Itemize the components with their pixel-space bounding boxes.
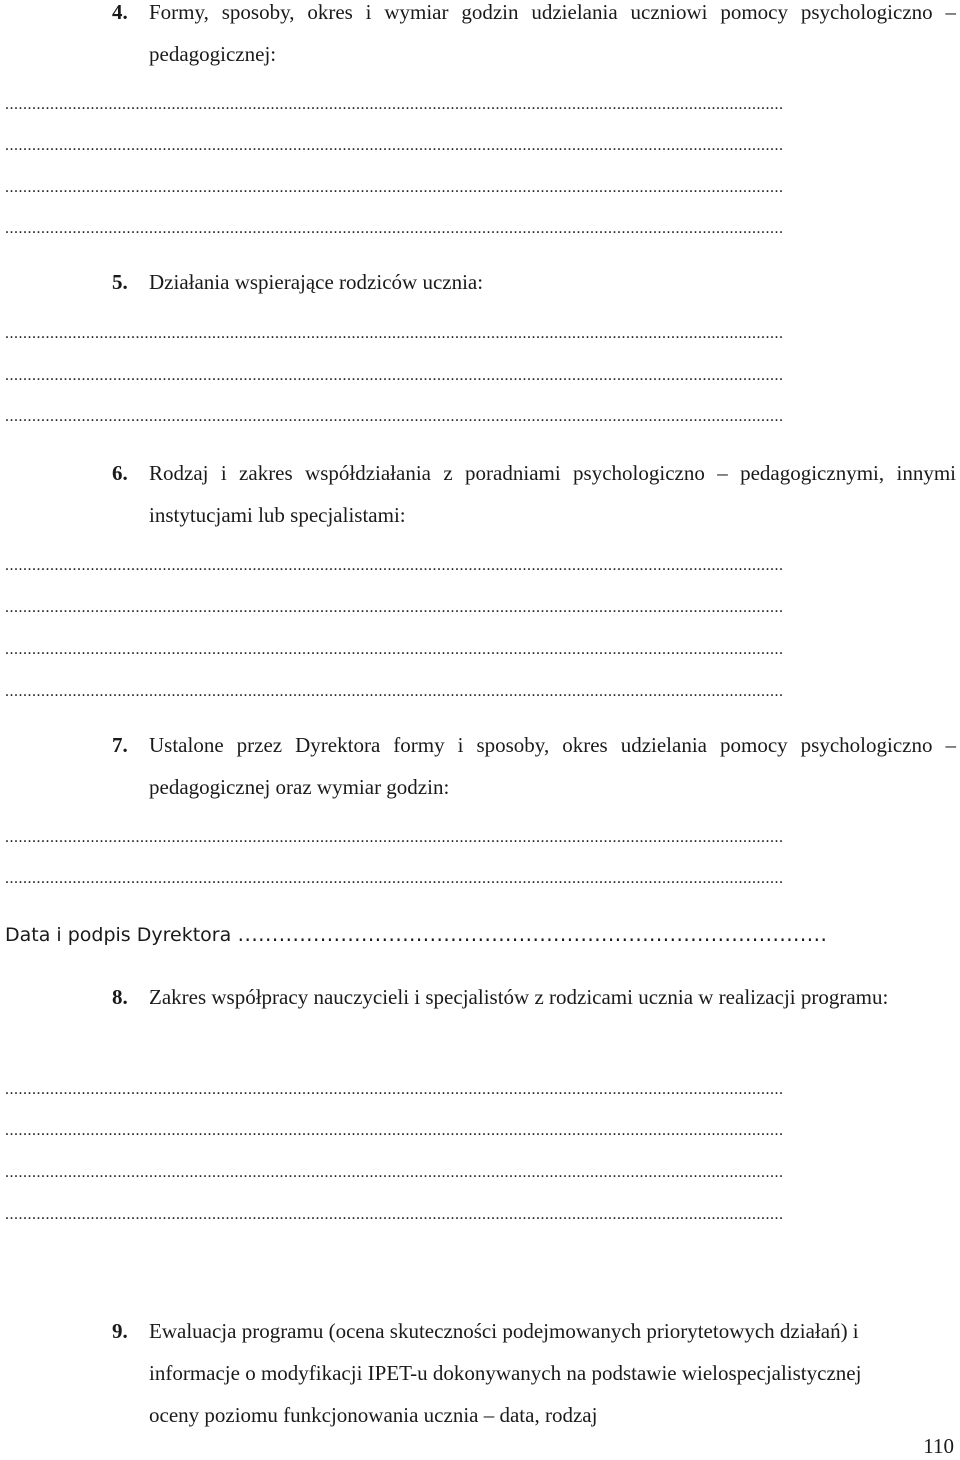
section-7-heading bbox=[112, 724, 956, 808]
fill-line[interactable]: ............................................................................................................................................................................. bbox=[5, 1081, 784, 1098]
fill-line[interactable]: ............................................................................................................................................................................. bbox=[5, 220, 784, 237]
section-text: Zakres współpracy nauczycieli i specjalistów z rodzicami ucznia w realizacji programu: bbox=[149, 985, 889, 1009]
fill-line[interactable]: ............................................................................................................................................................................. bbox=[5, 557, 784, 574]
section-text: Rodzaj i zakres współdziałania z poradniami psychologiczno – pedagogicznymi, innymi instytucjami lub specjalistami: bbox=[149, 461, 956, 527]
fill-line[interactable]: ............................................................................................................................................................................. bbox=[5, 829, 784, 846]
section-9-heading bbox=[112, 1310, 872, 1436]
section-8-heading bbox=[112, 976, 956, 1018]
section-text: Formy, sposoby, okres i wymiar godzin udzielania uczniowi pomocy psychologiczno – pedagogicznej: bbox=[149, 0, 956, 66]
section-text: Ustalone przez Dyrektora formy i sposoby, okres udzielania pomocy psychologiczno – pedagogicznej oraz wymiar godzin: bbox=[149, 733, 956, 799]
fill-line[interactable]: ............................................................................................................................................................................. bbox=[5, 325, 784, 342]
section-number: 7. bbox=[112, 733, 128, 757]
section-5-heading bbox=[112, 261, 956, 303]
section-number: 6. bbox=[112, 461, 128, 485]
section-number: 4. bbox=[112, 0, 128, 24]
fill-line[interactable]: ............................................................................................................................................................................. bbox=[5, 1122, 784, 1139]
fill-line[interactable]: ............................................................................................................................................................................. bbox=[5, 1206, 784, 1223]
section-4-heading bbox=[112, 0, 956, 75]
fill-line[interactable]: ............................................................................................................................................................................. bbox=[5, 179, 784, 196]
section-number: 9. bbox=[112, 1319, 128, 1343]
fill-line[interactable]: ............................................................................................................................................................................. bbox=[5, 1164, 784, 1181]
section-number: 8. bbox=[112, 985, 128, 1009]
fill-line[interactable]: ............................................................................................................................................................................. bbox=[5, 96, 784, 113]
signature-label: Data i podpis Dyrektora bbox=[5, 924, 232, 946]
fill-line[interactable]: ............................................................................................................................................................................. bbox=[5, 408, 784, 425]
signature-fill[interactable]: ...................................................................................... bbox=[237, 922, 828, 946]
page-number: 110 bbox=[923, 1434, 954, 1458]
director-signature-line[interactable] bbox=[5, 920, 955, 949]
fill-line[interactable]: ............................................................................................................................................................................. bbox=[5, 137, 784, 154]
fill-line[interactable]: ............................................................................................................................................................................. bbox=[5, 599, 784, 616]
section-number: 5. bbox=[112, 270, 128, 294]
fill-line[interactable]: ............................................................................................................................................................................. bbox=[5, 870, 784, 887]
section-text: Działania wspierające rodziców ucznia: bbox=[149, 270, 484, 294]
fill-line[interactable]: ............................................................................................................................................................................. bbox=[5, 367, 784, 384]
fill-line[interactable]: ............................................................................................................................................................................. bbox=[5, 641, 784, 658]
section-text: Ewaluacja programu (ocena skuteczności podejmowanych priorytetowych działań) i informacje o modyfikacji IPET-u dokonywanych na podstawie wielospecjalistycznej oceny poziomu funkcjonowania ucznia – data, rodzaj bbox=[149, 1319, 862, 1427]
fill-line[interactable]: ............................................................................................................................................................................. bbox=[5, 683, 784, 700]
section-6-heading bbox=[112, 452, 956, 536]
